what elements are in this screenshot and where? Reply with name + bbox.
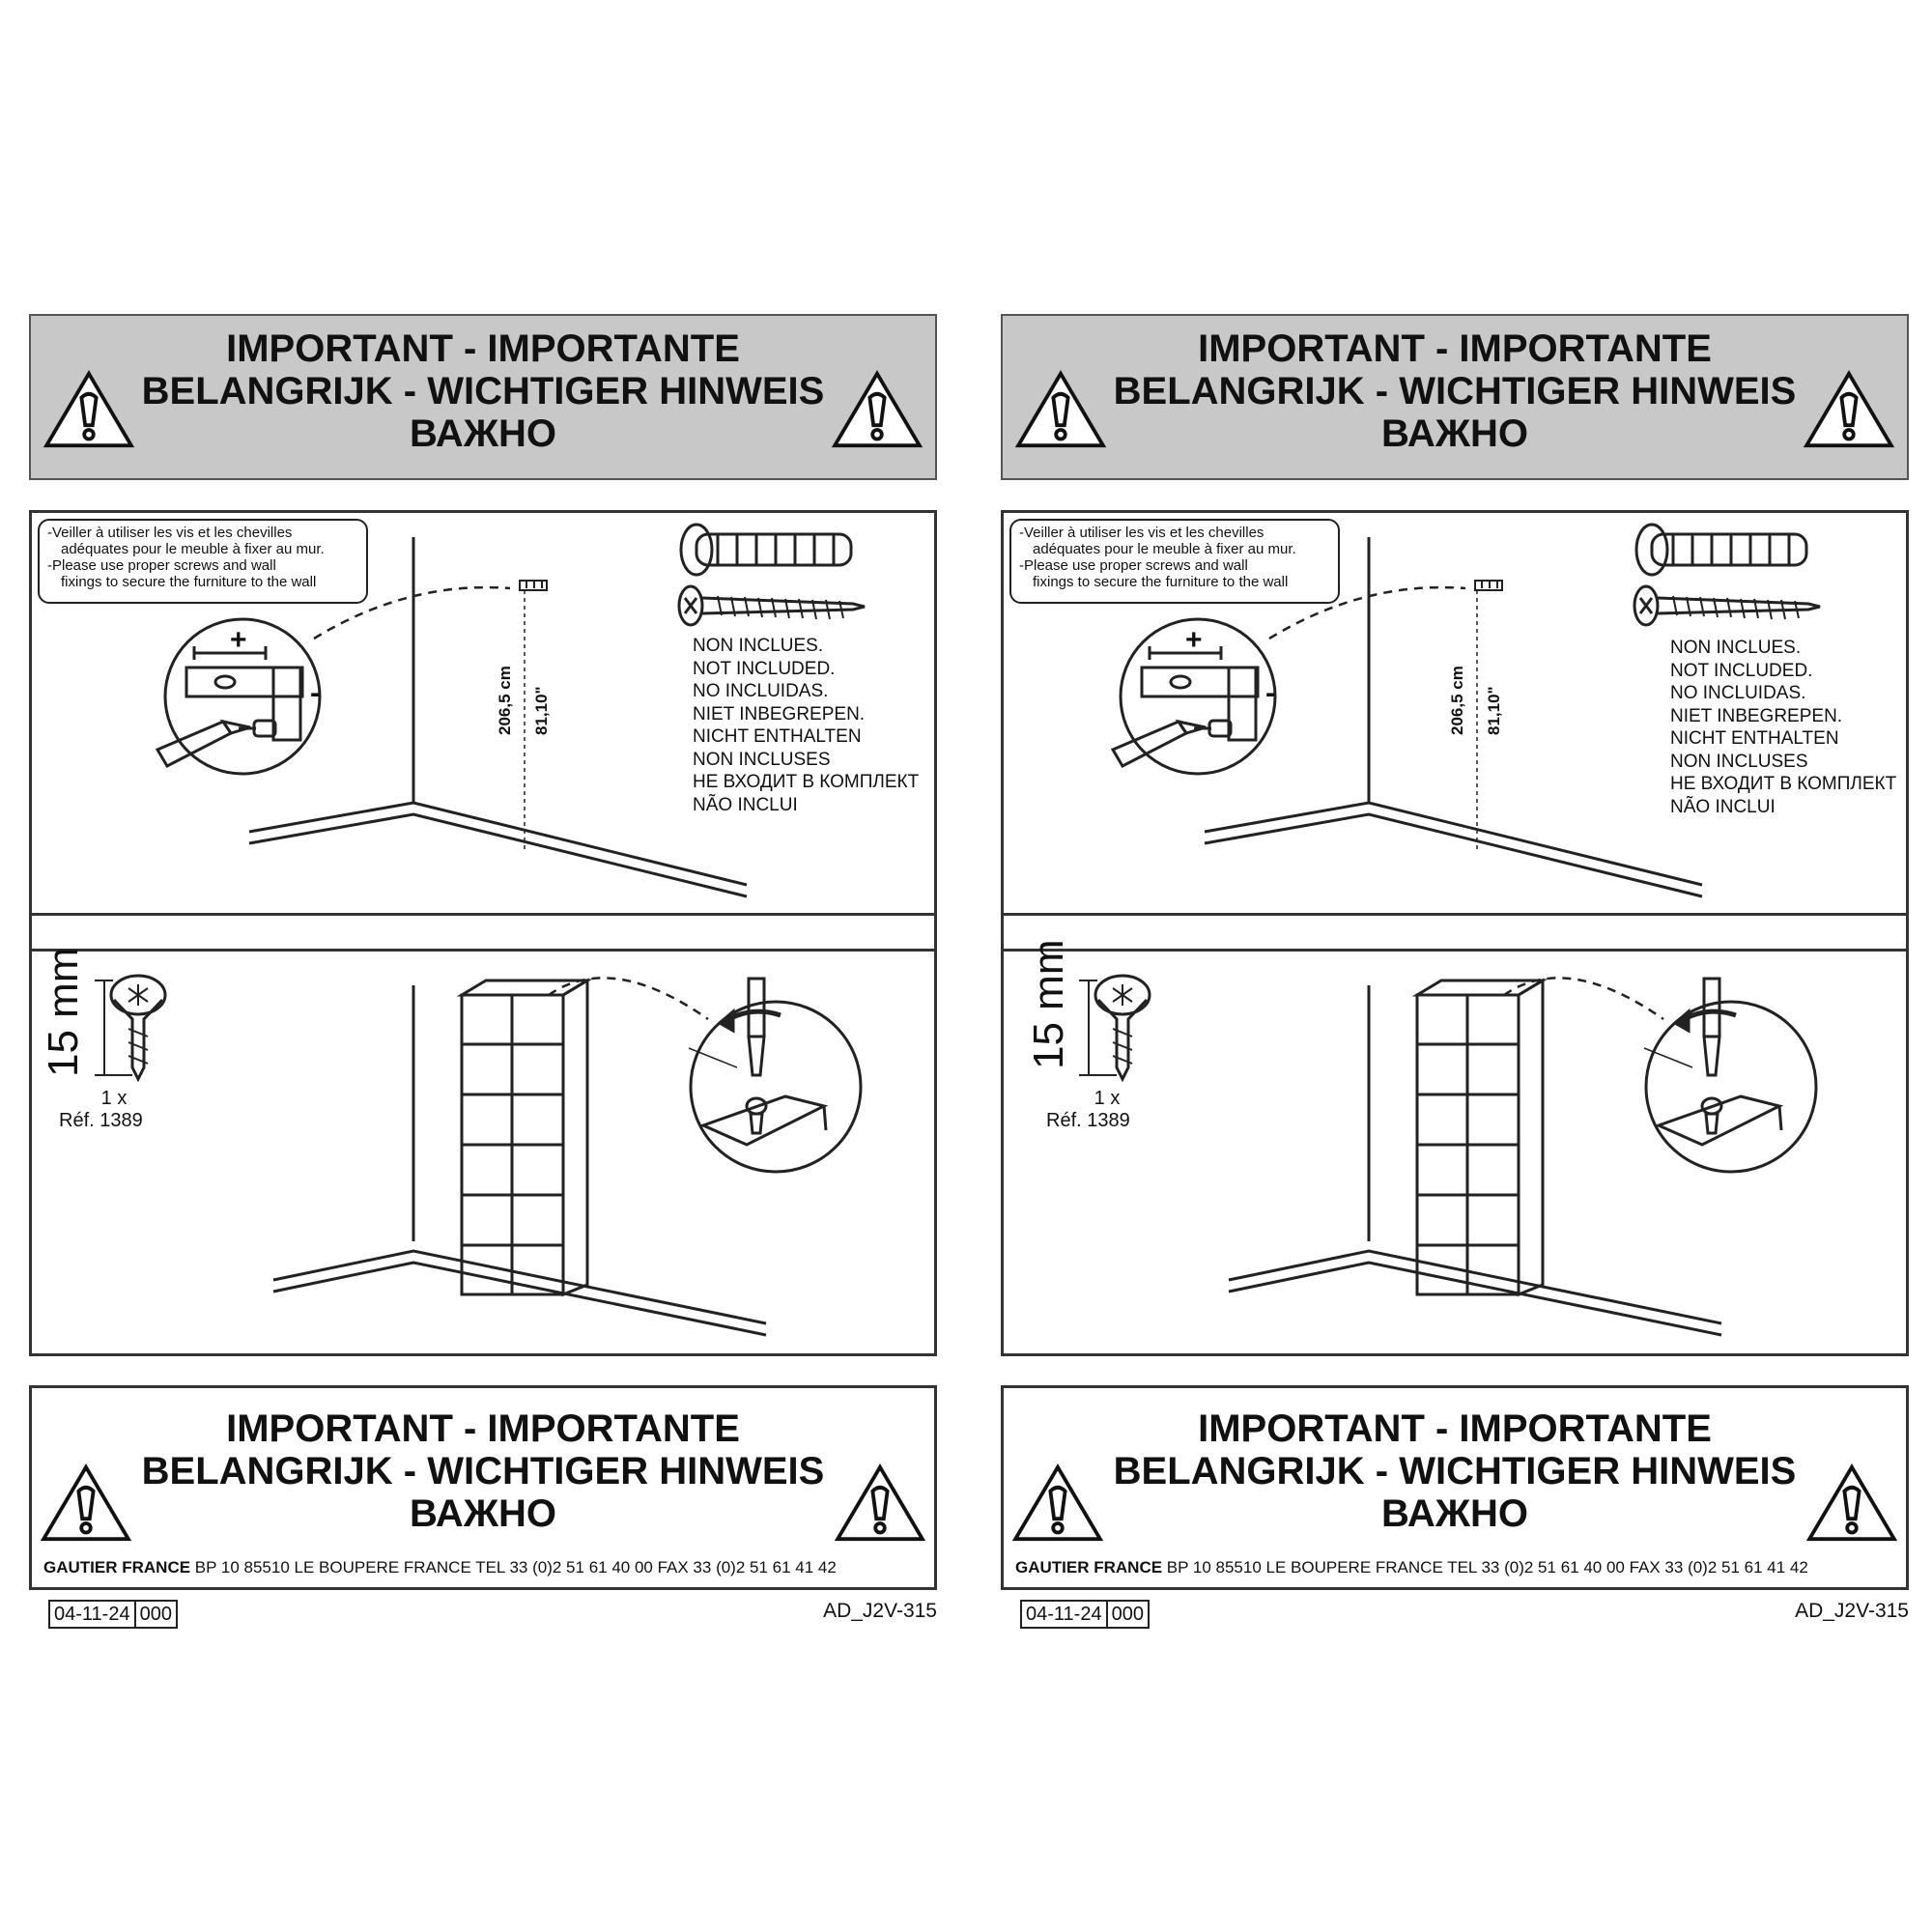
height-inch-label: 81,10" bbox=[1485, 686, 1503, 735]
banner-line-3: ВАЖНО bbox=[1381, 412, 1528, 455]
banner-line-1: IMPORTANT - IMPORTANTE bbox=[1198, 327, 1712, 370]
wall-plug-icon bbox=[1636, 525, 1806, 575]
banner-line-1: IMPORTANT - IMPORTANTE bbox=[1198, 1407, 1712, 1450]
bookcase-illustration bbox=[1004, 952, 1906, 1353]
wall-plug-icon bbox=[681, 525, 851, 575]
wall-fixing-note: -Veiller à utiliser les vis et les chevilles adéquates pour le meuble à fixer au mur. -Please use proper screws and wall fixings to secure the furniture to the wall bbox=[38, 519, 368, 604]
document-code: AD_J2V-315 bbox=[823, 1600, 937, 1622]
company-name: GAUTIER FRANCE bbox=[1015, 1558, 1163, 1577]
screwdriver-icon bbox=[689, 979, 861, 1172]
screwdriver-icon bbox=[1644, 979, 1816, 1172]
wall-screw-icon bbox=[1634, 586, 1820, 625]
minus-label: - bbox=[1265, 677, 1275, 709]
top-warning-banner bbox=[1001, 314, 1909, 480]
banner-line-2: BELANGRIJK - WICHTIGER HINWEIS bbox=[1113, 1450, 1797, 1492]
screw-reference: Réf. 1389 bbox=[59, 1110, 143, 1131]
height-cm-label: 206,5 cm bbox=[496, 666, 514, 735]
wall-fixing-panel bbox=[1001, 510, 1909, 916]
wall-screw-icon bbox=[679, 586, 865, 625]
banner-line-1: IMPORTANT - IMPORTANTE bbox=[226, 327, 740, 370]
bookcase-illustration bbox=[32, 952, 934, 1353]
minus-label: - bbox=[310, 677, 320, 709]
screw-quantity: 1 x bbox=[1094, 1088, 1121, 1109]
document-revision: 000 bbox=[134, 1602, 176, 1627]
bookcase bbox=[1417, 980, 1543, 1294]
bookcase-fixing-panel bbox=[1001, 939, 1909, 1356]
bookcase bbox=[462, 980, 587, 1294]
short-screw-icon bbox=[95, 976, 165, 1079]
screw-quantity: 1 x bbox=[100, 1088, 128, 1109]
panel-gap bbox=[1001, 916, 1909, 951]
plus-label: + bbox=[230, 624, 247, 656]
bottom-warning-banner bbox=[29, 1385, 937, 1590]
banner-line-2: BELANGRIJK - WICHTIGER HINWEIS bbox=[1113, 370, 1797, 412]
banner-line-1: IMPORTANT - IMPORTANTE bbox=[226, 1407, 740, 1450]
banner-line-3: ВАЖНО bbox=[410, 1492, 556, 1535]
instruction-sheet-right bbox=[1001, 0, 1928, 1932]
plus-label: + bbox=[1185, 624, 1203, 656]
address-line: BP 10 85510 LE BOUPERE FRANCE TEL 33 (0)2 51 61 40 00 FAX 33 (0)2 51 61 41 42 bbox=[1166, 1558, 1808, 1577]
small-bracket-on-wall bbox=[1475, 581, 1502, 590]
top-warning-banner bbox=[29, 314, 937, 480]
wall-fixing-panel bbox=[29, 510, 937, 916]
document-date: 04-11-24 bbox=[1026, 1604, 1102, 1625]
bookcase-fixing-panel bbox=[29, 949, 937, 1356]
not-included-list: NON INCLUES. NOT INCLUDED. NO INCLUIDAS. NIET INBEGREPEN. NICHT ENTHALTEN NON INCLUSES НЕ ВХОДИТ В КОМПЛЕКТ NÃO INCLUI bbox=[1670, 638, 1897, 817]
bottom-warning-banner bbox=[1001, 1385, 1909, 1590]
height-cm-label: 206,5 cm bbox=[1448, 666, 1466, 735]
banner-line-2: BELANGRIJK - WICHTIGER HINWEIS bbox=[141, 370, 825, 412]
document-date-box bbox=[48, 1600, 178, 1629]
document-code: AD_J2V-315 bbox=[1795, 1600, 1909, 1622]
company-address bbox=[43, 1558, 837, 1577]
company-name: GAUTIER FRANCE bbox=[43, 1558, 191, 1577]
address-line: BP 10 85510 LE BOUPERE FRANCE TEL 33 (0)2 51 61 40 00 FAX 33 (0)2 51 61 41 42 bbox=[194, 1558, 837, 1577]
small-bracket-on-wall bbox=[520, 581, 547, 590]
banner-line-3: ВАЖНО bbox=[1381, 1492, 1528, 1535]
not-included-list: NON INCLUES. NOT INCLUDED. NO INCLUIDAS. NIET INBEGREPEN. NICHT ENTHALTEN NON INCLUSES НЕ ВХОДИТ В КОМПЛЕКТ NÃO INCLUI bbox=[693, 636, 920, 815]
document-date: 04-11-24 bbox=[54, 1604, 130, 1625]
screw-length-label: 15 mm bbox=[40, 947, 87, 1077]
wall-fixing-note: -Veiller à utiliser les vis et les chevilles adéquates pour le meuble à fixer au mur. -Please use proper screws and wall fixings to secure the furniture to the wall bbox=[1009, 519, 1340, 604]
panel-gap bbox=[29, 916, 937, 951]
screw-length-label: 15 mm bbox=[1025, 939, 1072, 1069]
document-date-box bbox=[1020, 1600, 1150, 1629]
height-inch-label: 81,10" bbox=[532, 686, 551, 735]
banner-line-3: ВАЖНО bbox=[410, 412, 556, 455]
document-revision: 000 bbox=[1106, 1602, 1148, 1627]
short-screw-icon bbox=[1079, 976, 1150, 1079]
screw-reference: Réf. 1389 bbox=[1046, 1110, 1130, 1131]
banner-line-2: BELANGRIJK - WICHTIGER HINWEIS bbox=[141, 1450, 825, 1492]
instruction-sheet-left bbox=[29, 0, 956, 1932]
company-address bbox=[1015, 1558, 1808, 1577]
